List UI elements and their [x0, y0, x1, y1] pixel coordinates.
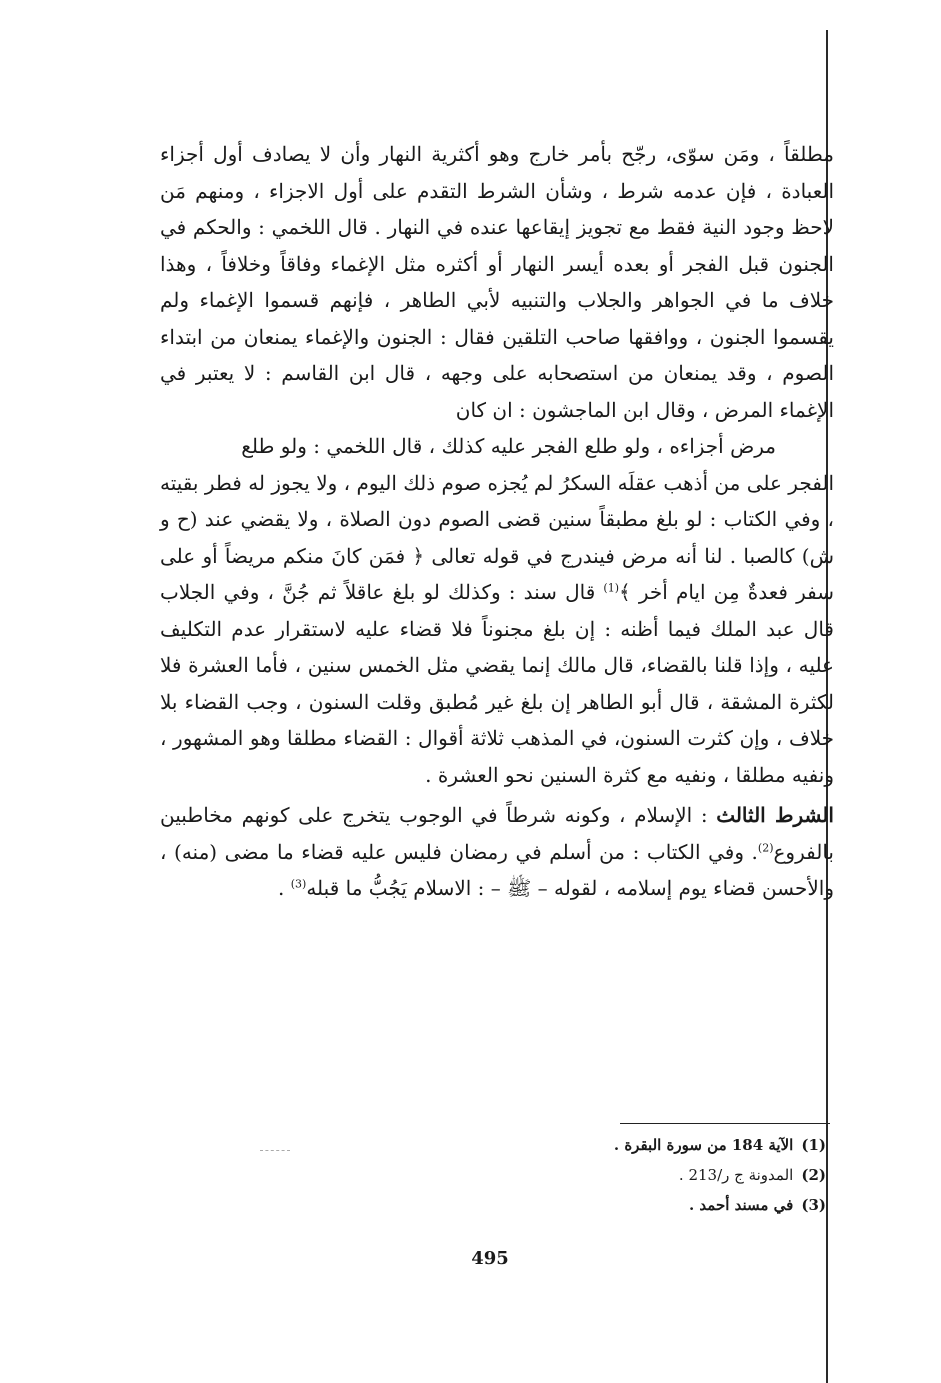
footnote-1-number: (1)	[801, 1136, 826, 1154]
footnotes	[326, 1130, 826, 1220]
footnote-ref-3: (3)	[290, 877, 307, 891]
scan-mark	[260, 1150, 290, 1161]
paragraph-3-continued: قال سند : وكذلك لو بلغ عاقلاً ثم جُنَّ ، وفي الجلاب قال عبد الملك فيما أظنه : إن بلغ مجنوناً فلا قضاء عليه لاستقرار عدم التكليف عليه ، وإذا قلنا بالقضاء، قال مالك إنما يقضي مثل الخمس سنين ، فأما العشرة فلا لكثرة المشقة ، قال أبو الطاهر إن بلغ غير مُطبق وقلت السنون ، وجب القضاء بلا خلاف ، وإن كثرت السنون، في المذهب ثلاثة أقوال : القضاء مطلقا وهو المشهور ، ونفيه مطلقا ، ونفيه مع كثرة السنين نحو العشرة .	[160, 580, 834, 787]
main-text-body	[160, 136, 834, 907]
footnote-1	[326, 1130, 826, 1160]
paragraph-3	[160, 465, 834, 794]
footnote-2-number: (2)	[801, 1166, 826, 1184]
section-heading: الشرط الثالث	[716, 803, 834, 827]
footnote-3-number: (3)	[801, 1196, 826, 1214]
paragraph-4	[160, 797, 834, 907]
footnote-ref-1: (1)	[603, 581, 619, 595]
paragraph-1: مطلقاً ، ومَن سوّى، رجّح بأمر خارج وهو أكثرية النهار وأن لا يصادف أول أجزاء العبادة ، فإن عدمه شرط ، وشأن الشرط التقدم على أول الاجزاء ، ومنهم مَن لاحظ وجود النية فقط مع تجويز إيقاعها عنده في النهار . قال اللخمي : والحكم في الجنون قبل الفجر أو بعده أيسر النهار أو أكثره مثل الإغماء وفاقاً وخلافاً ، وهذا خلاف ما في الجواهر والجلاب والتنبيه لأبي الطاهر ، فإنهم قسموا الإغماء ولم يقسموا الجنون ، ووافقها صاحب التلقين فقال : الجنون والإغماء يمنعان من ابتداء الصوم ، وقد يمنعان من استصحابه على وجهه ، قال ابن القاسم : لا يعتبر في الإغماء المرض ، وقال ابن الماجشون : ان كان	[160, 142, 834, 422]
footnote-3	[326, 1190, 826, 1220]
footnote-3-text: في مسند أحمد .	[688, 1196, 794, 1214]
paragraph-3-text: الفجر على من أذهب عقلَه السكرُ لم يُجزه صوم ذلك اليوم ، ولا يجوز له فطر بقيته ، وفي الكتاب : لو بلغ مطبقاً سنين قضى الصوم دون الصلاة ، ولا يقضي عند (ح و ش) كالصبا . لنا أنه مرض فيندرج في قوله تعالى ﴿ فمَن كانَ منكم مريضاً أو على سفر فعدةٌ مِن ايام أخر ﴾	[160, 470, 834, 604]
paragraph-2: مرض أجزاءه ، ولو طلع الفجر عليه كذلك ، قال اللخمي : ولو طلع	[241, 434, 776, 458]
footnote-1-text: الآية 184 من سورة البقرة .	[613, 1136, 794, 1154]
footnote-2-text: المدونة ج ر/213 .	[678, 1166, 794, 1184]
paragraph-4-end: .	[278, 876, 291, 900]
page-number: 495	[471, 1248, 509, 1269]
paragraph-4-text-a: : الإسلام ، وكونه شرطاً في الوجوب يتخرج على كونهم مخاطبين بالفروع	[160, 803, 834, 864]
paragraph-4-text-b: . وفي الكتاب : من أسلم في رمضان فليس عليه قضاء ما مضى (منه) ، والأحسن قضاء يوم إسلامه ، لقوله – ﷺ – : الاسلام يَجُبُّ ما قبله	[160, 839, 834, 900]
footnote-2	[326, 1160, 826, 1190]
footnote-separator	[620, 1123, 830, 1124]
footnote-ref-2: (2)	[757, 840, 774, 854]
